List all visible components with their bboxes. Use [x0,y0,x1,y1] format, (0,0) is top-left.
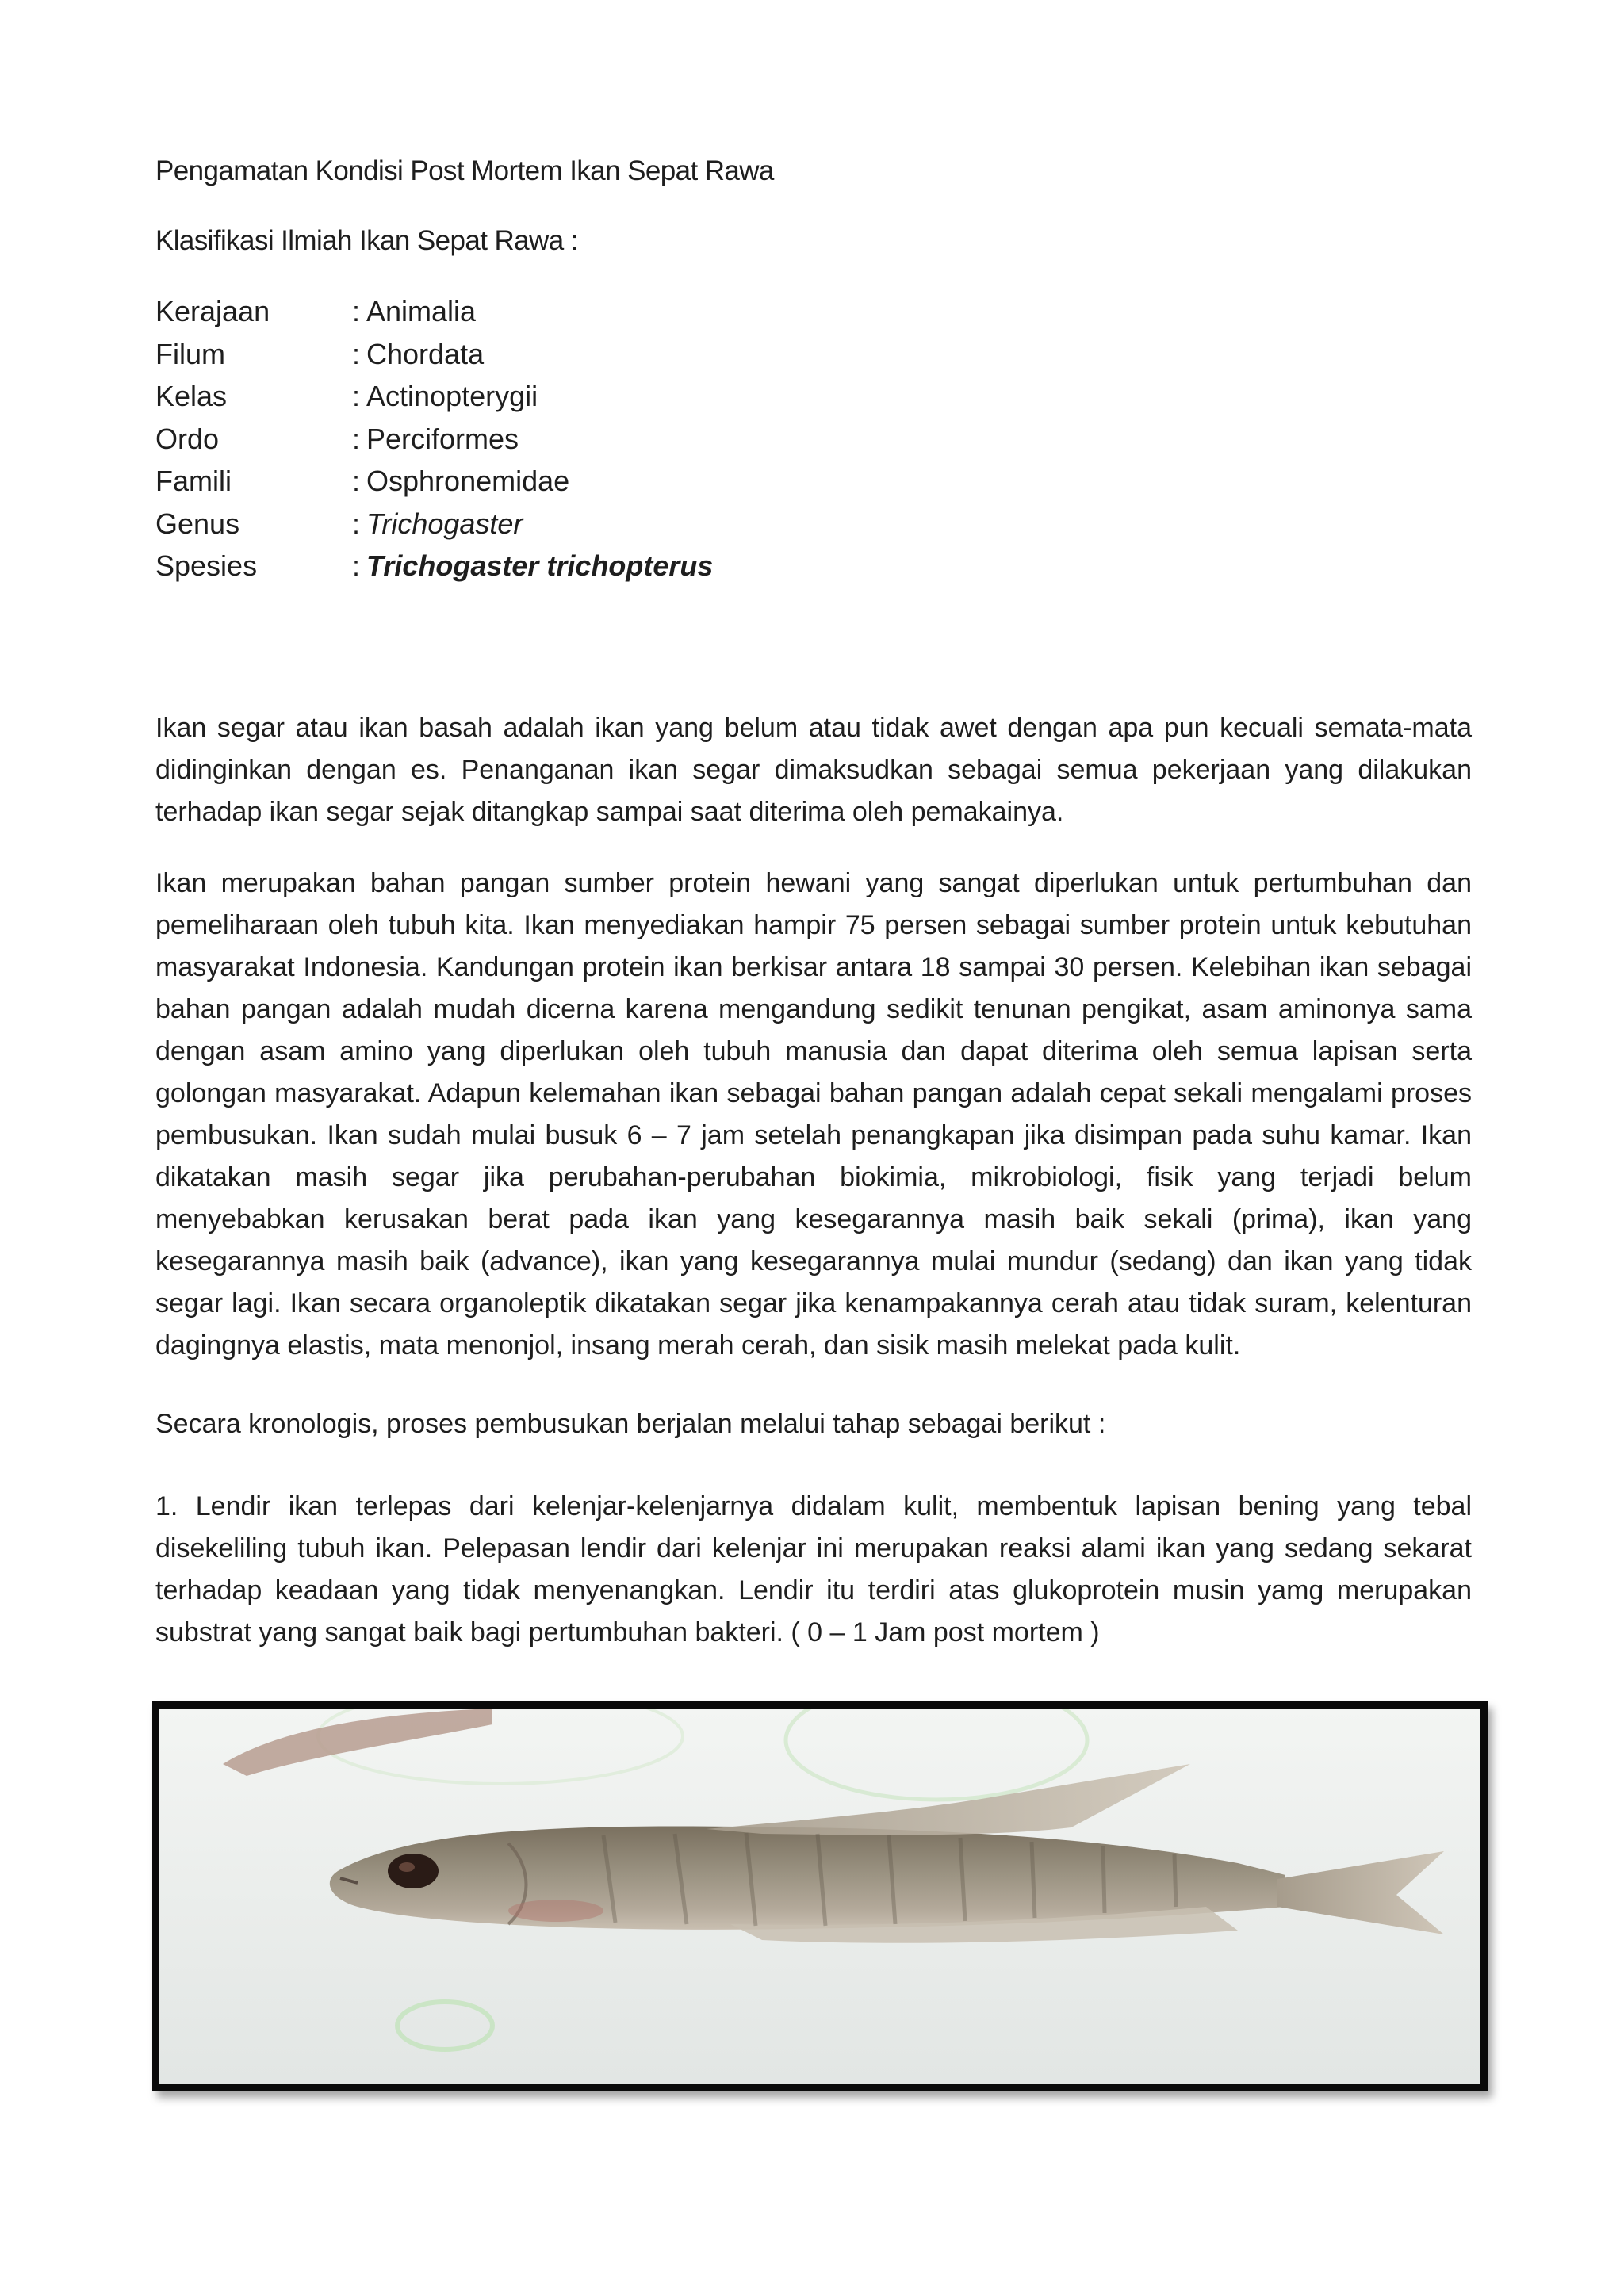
taxonomy-rank: Filum [155,337,225,370]
taxonomy-colon: : [352,465,361,497]
taxonomy-rank: Famili [155,465,232,497]
taxonomy-value: Animalia [366,295,477,327]
taxonomy-colon: : [352,380,361,412]
paragraph-fresh-fish: Ikan segar atau ikan basah adalah ikan yang belum atau tidak awet dengan apa pun kecuali semata-mata didinginkan dengan es. Penanganan ikan segar dimaksudkan sebagai semua pekerjaan yang dilakukan terhadap ikan segar sejak ditangkap sampai saat diterima oleh pemakainya. [155,713,1472,827]
taxonomy-rank: Spesies [155,549,258,582]
gill-redness [508,1900,603,1922]
taxonomy-rank: Kelas [155,380,228,412]
classification-heading: Klasifikasi Ilmiah Ikan Sepat Rawa : [155,225,578,256]
fish-photo [152,1701,1488,2091]
taxonomy-value: Osphronemidae [366,465,570,497]
fish-eye-highlight [399,1862,415,1872]
paragraph-fish-protein: Ikan merupakan bahan pangan sumber protein hewani yang sangat diperlukan untuk pertumbuhan dan pemeliharaan oleh tubuh kita. Ikan menyediakan hampir 75 persen sebagai sumber protein untuk kebutuhan masyarakat Indonesia. Kandungan protein ikan berkisar antara 18 sampai 30 persen. Kelebihan ikan sebagai bahan pangan adalah mudah dicerna karena mengandung sedikit tenunan pengikat, asam aminonya sama dengan asam amino yang diperlukan oleh tubuh manusia dan dapat diterima oleh semua lapisan serta golongan masyarakat. Adapun kelemahan ikan sebagai bahan pangan adalah cepat sekali mengalami proses pembusukan. Ikan sudah mulai busuk 6 – 7 jam setelah penangkapan jika disimpan pada suhu kamar. Ikan dikatakan masih segar jika perubahan-perubahan biokimia, mikrobiologi, fisik yang terjadi belum menyebabkan kerusakan berat pada ikan yang kesegarannya masih baik sekali (prima), ikan yang kesegarannya masih baik (advance), ikan yang kesegarannya mulai mundur (sedang) dan ikan yang tidak segar lagi. Ikan secara organoleptik dikatakan segar jika kenampakannya cerah atau tidak suram, kelenturan dagingnya elastis, mata menonjol, insang merah cerah, dan sisik masih melekat pada kulit. [155,868,1472,1360]
taxonomy-rank: Genus [155,507,240,540]
taxonomy-colon: : [352,507,361,540]
fish-eye-icon [388,1854,439,1888]
fish-illustration [159,1709,1480,2084]
taxonomy-value: Actinopterygii [366,380,538,412]
taxonomy-colon: : [352,422,361,455]
taxonomy-value: Perciformes [366,422,519,455]
taxonomy-value: Chordata [366,337,485,370]
document-title: Pengamatan Kondisi Post Mortem Ikan Sepat Rawa [155,155,774,186]
taxonomy-rank: Ordo [155,422,220,455]
taxonomy-rank: Kerajaan [155,295,270,327]
taxonomy-colon: : [352,295,361,327]
taxonomy-value: Trichogaster trichopterus [366,549,714,582]
taxonomy-colon: : [352,549,361,582]
taxonomy-value: Trichogaster [366,507,523,540]
paragraph-stage-1: 1. Lendir ikan terlepas dari kelenjar-kelenjarnya didalam kulit, membentuk lapisan bening yang tebal disekeliling tubuh ikan. Pelepasan lendir dari kelenjar ini merupakan reaksi alami ikan yang sedang sekarat terhadap keadaan yang tidak menyenangkan. Lendir itu terdiri atas glukoprotein musin yamg merupakan substrat yang sangat baik bagi pertumbuhan bakteri. ( 0 – 1 Jam post mortem ) [155,1491,1472,1647]
taxonomy-colon: : [352,337,361,370]
paragraph-chronology-intro: Secara kronologis, proses pembusukan berjalan melalui tahap sebagai berikut : [155,1409,1106,1439]
